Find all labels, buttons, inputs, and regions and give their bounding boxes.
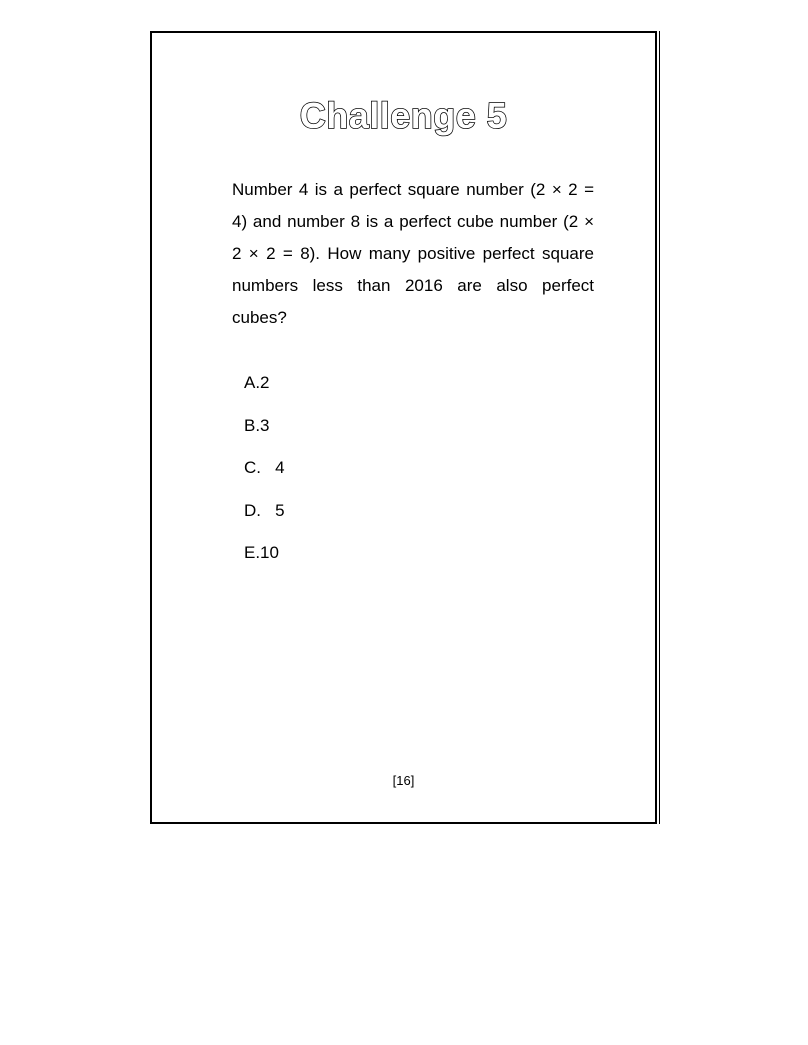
page-number: [16] [392, 773, 415, 788]
answer-options [244, 365, 285, 578]
page-title: Challenge 5 [299, 95, 508, 136]
option-a: A.2 [244, 373, 270, 392]
question-text: Number 4 is a perfect square number (2 × 2 = 4) and number 8 is a perfect cube number (2 × 2 × 2 = 8). How many positive perfect square numbers less than 2016 are also perfect cubes? [232, 180, 594, 327]
option-d: D. 5 [244, 500, 285, 520]
option-b: B.3 [244, 415, 270, 435]
option-c: C. 4 [244, 458, 285, 477]
page-frame [150, 31, 657, 824]
option-e: E.10 [244, 543, 279, 562]
